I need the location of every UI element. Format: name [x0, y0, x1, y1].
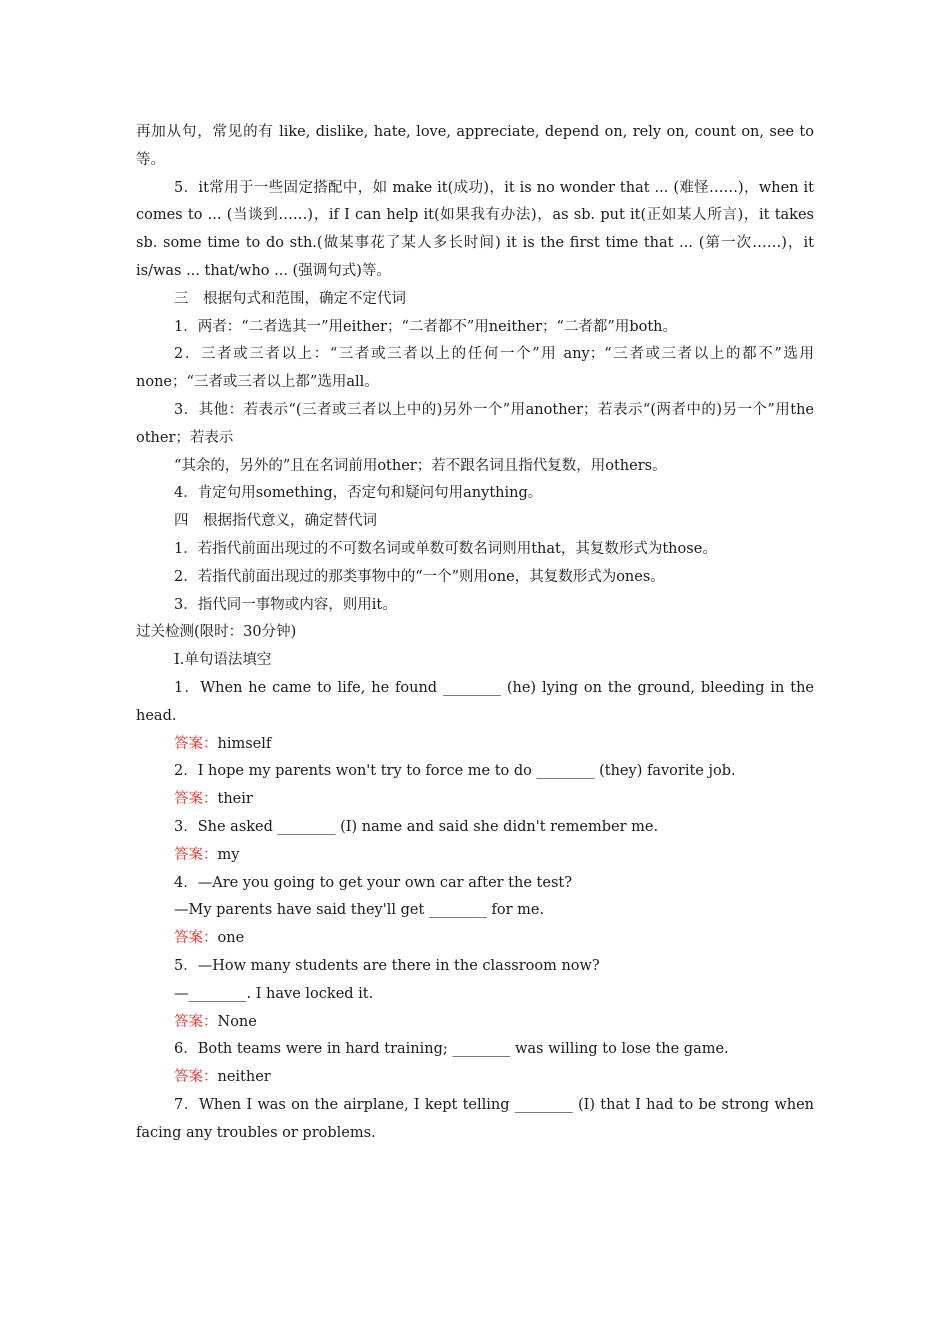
section-heading: 四 根据指代意义，确定替代词: [174, 513, 377, 530]
answer-value: None: [217, 1013, 257, 1030]
section-heading: 三 根据句式和范围，确定不定代词: [174, 290, 406, 307]
answer-2: [136, 786, 814, 814]
paragraph: 5．it常用于一些固定搭配中，如 make it(成功)，it is no wonder that ... (难怪……)，when it comes to ... (当谈到……)，if I can help it(如果我有办法)，as sb. put it(正如某人所言)，it takes sb. some time to do sth.(做某事花了某人多长时间) it is the first time that ... (第一次……)，it is/was ... that/who ... (强调句式)等。: [136, 179, 814, 279]
answer-value: neither: [217, 1069, 271, 1086]
answer-label: 答案：: [174, 846, 218, 863]
question-4-line-2: —My parents have said they'll get ________ for me.: [174, 902, 545, 919]
answer-label: 答案：: [174, 1013, 218, 1030]
question-4: 4．—Are you going to get your own car after the test?: [174, 874, 572, 891]
answer-value: their: [217, 791, 253, 808]
answer-value: one: [217, 930, 245, 947]
paragraph: 2．三者或三者以上：“三者或三者以上的任何一个”用 any；“三者或三者以上的都不”选用none；“三者或三者以上都”选用all。: [136, 346, 814, 391]
answer-3: [136, 842, 814, 870]
answer-6: [136, 1064, 814, 1092]
question-5-line-2: —________. I have locked it.: [174, 985, 374, 1002]
question-3: 3．She asked ________ (I) name and said she didn't remember me.: [174, 818, 659, 835]
answer-value: himself: [217, 735, 272, 752]
paragraph: 1．若指代前面出现过的不可数名词或单数可数名词则用that，其复数形式为those。: [174, 540, 717, 557]
answer-4: [136, 925, 814, 953]
answer-label: 答案：: [174, 1069, 218, 1086]
question-2: 2．I hope my parents won't try to force me to do ________ (they) favorite job.: [174, 763, 736, 780]
answer-5: [136, 1009, 814, 1037]
question-7: 7．When I was on the airplane, I kept telling ________ (I) that I had to be strong when facing any troubles or problems.: [136, 1096, 814, 1141]
answer-label: 答案：: [174, 930, 218, 947]
answer-value: my: [217, 846, 240, 863]
test-title: 过关检测(限时：30分钟): [136, 624, 297, 641]
paragraph: “其余的，另外的”且在名词前用other；若不跟名词且指代复数，用others。: [174, 457, 667, 474]
document-page: [136, 119, 814, 1147]
answer-1: [136, 731, 814, 759]
paragraph: 1．两者：“二者选其一”用either；“二者都不”用neither；“二者都”用both。: [174, 318, 678, 335]
question-1: 1．When he came to life, he found ________ (he) lying on the ground, bleeding in the head.: [136, 679, 814, 724]
paragraph: 4．肯定句用something，否定句和疑问句用anything。: [174, 485, 543, 502]
paragraph: 3．其他：若表示“(三者或三者以上中的)另外一个”用another；若表示“(两者中的)另一个”用the other；若表示: [136, 401, 814, 446]
paragraph: 再加从句，常见的有 like, dislike, hate, love, appreciate, depend on, rely on, count on, see to等。: [136, 124, 814, 168]
answer-label: 答案：: [174, 791, 218, 808]
answer-label: 答案：: [174, 735, 218, 752]
question-6: 6．Both teams were in hard training; ________ was willing to lose the game.: [174, 1041, 729, 1058]
exercise-section-title: Ⅰ.单句语法填空: [174, 652, 272, 669]
paragraph: 2．若指代前面出现过的那类事物中的“一个”则用one，其复数形式为ones。: [174, 568, 665, 585]
question-5: 5．—How many students are there in the classroom now?: [174, 957, 600, 974]
paragraph: 3．指代同一事物或内容，则用it。: [174, 596, 397, 613]
